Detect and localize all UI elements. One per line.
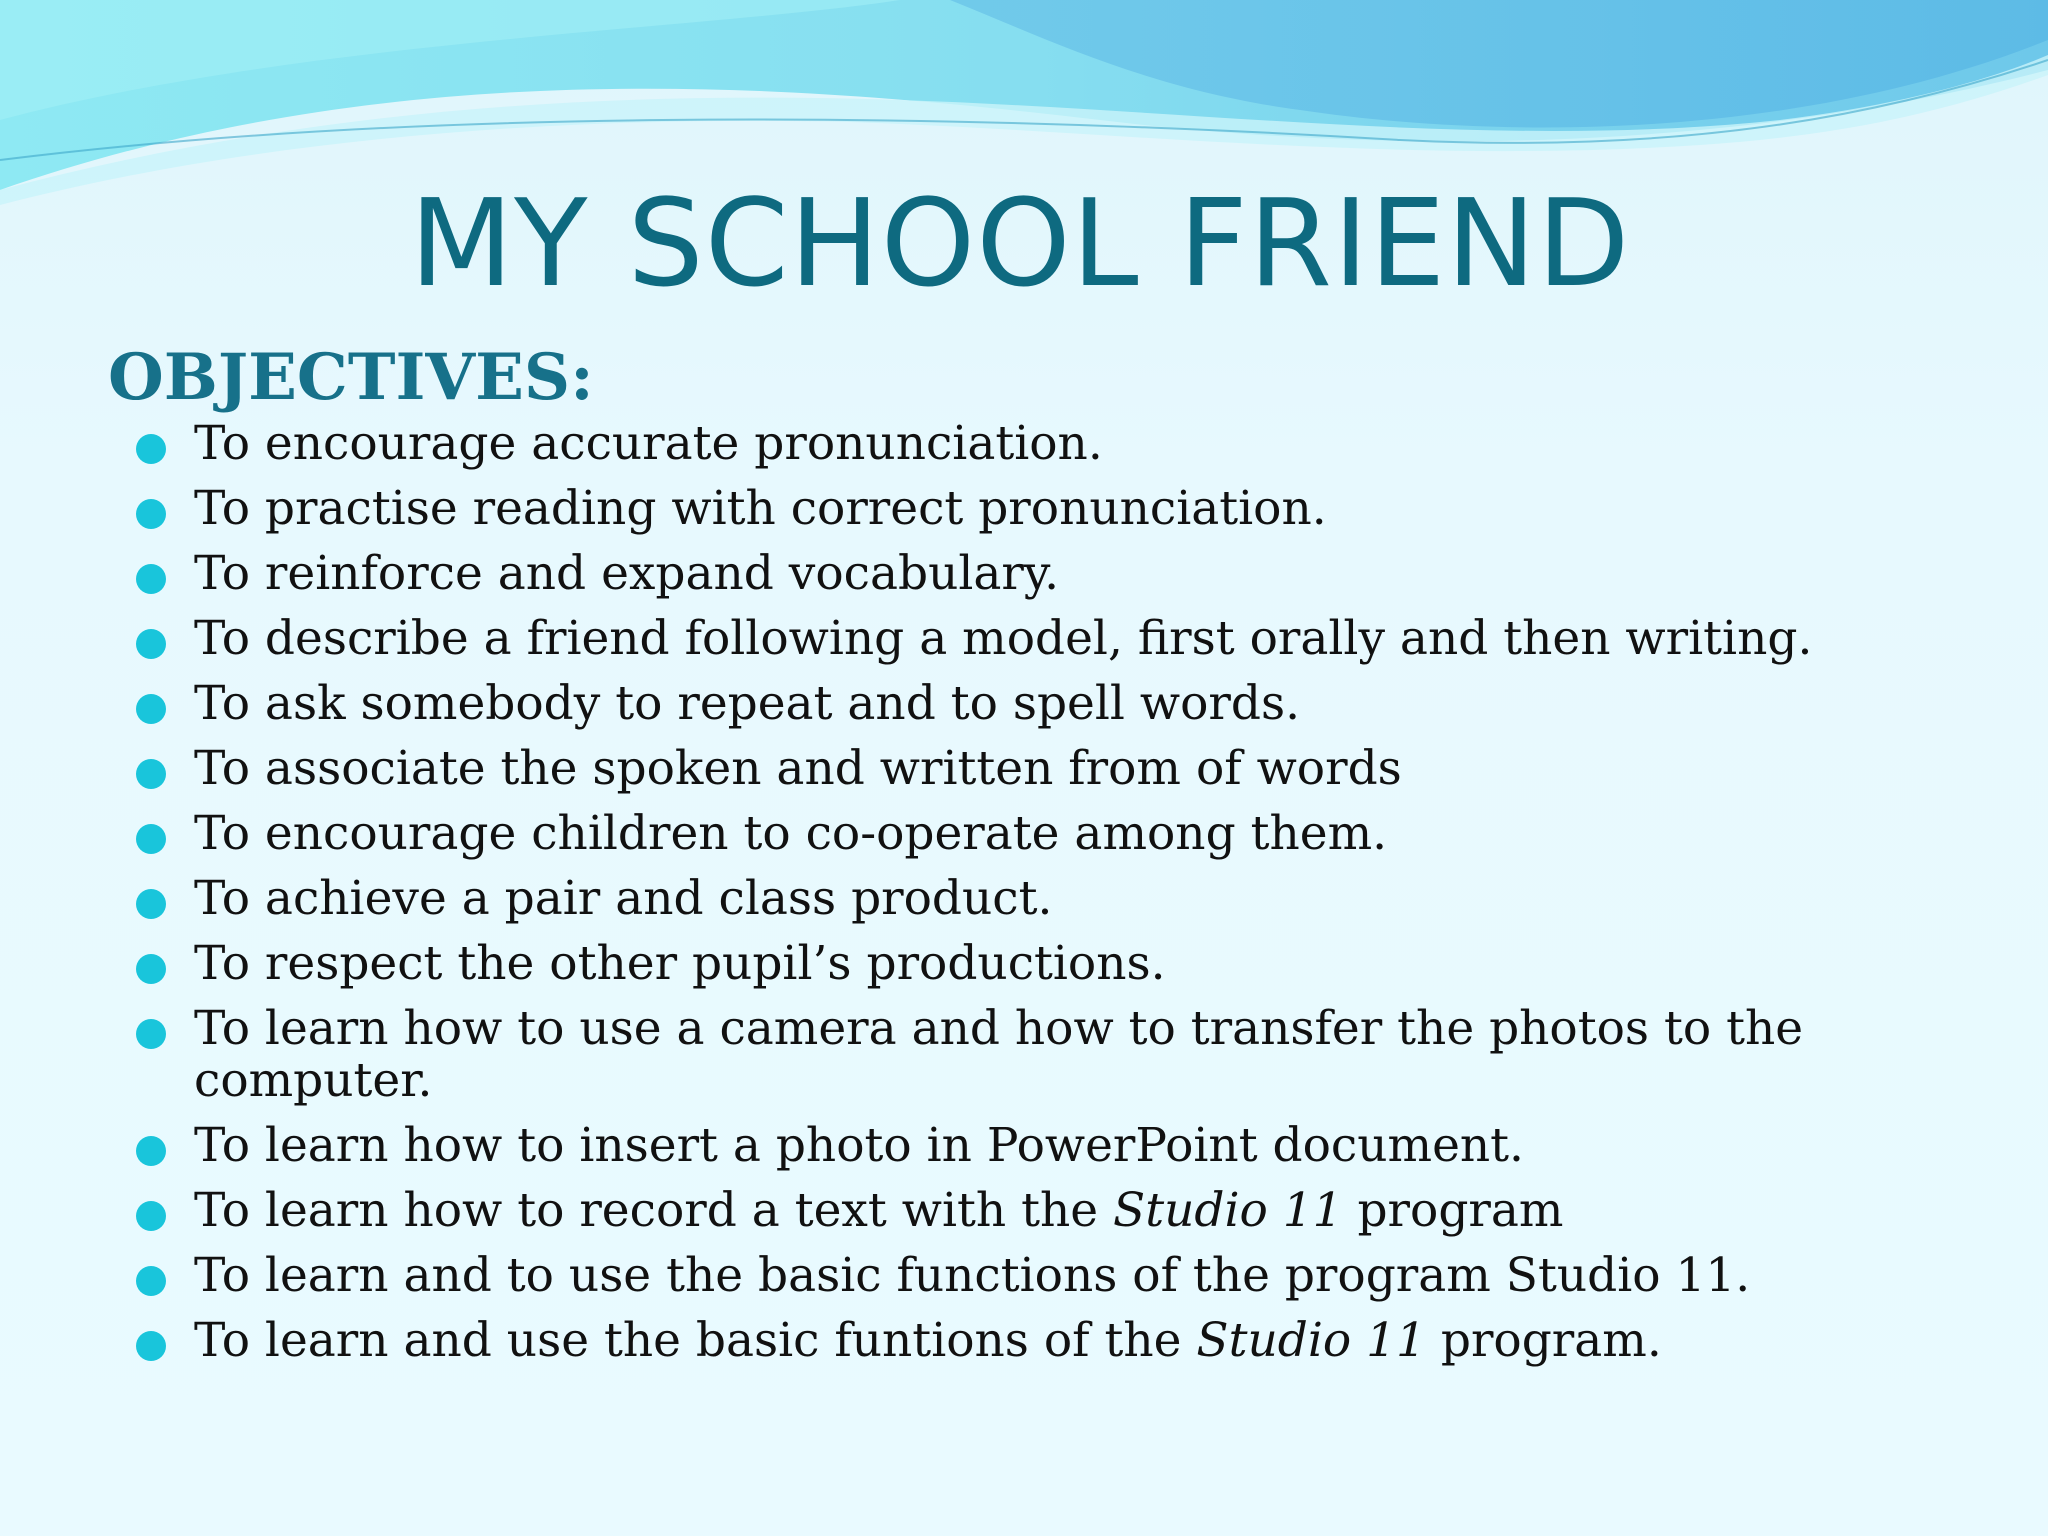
- objective-text-start: To learn how to record a text with the: [194, 1183, 1114, 1238]
- objectives-heading: OBJECTIVES:: [108, 340, 594, 415]
- objective-text: To reinforce and expand vocabulary.: [194, 546, 1060, 601]
- bullet-dot-icon: [136, 1266, 166, 1296]
- objective-item: [0, 1003, 2048, 1107]
- objective-item: [0, 678, 2048, 730]
- objective-item: [0, 808, 2048, 860]
- objective-item: [0, 873, 2048, 925]
- slide-title: MY SCHOOL FRIEND: [409, 175, 1631, 314]
- objective-item: [0, 1250, 2048, 1302]
- objective-text-end: program.: [1425, 1313, 1662, 1368]
- bullet-dot-icon: [136, 1019, 166, 1049]
- objective-item: [0, 483, 2048, 535]
- bullet-dot-icon: [136, 824, 166, 854]
- objective-text-end: program: [1342, 1183, 1564, 1238]
- objective-text: To learn how to insert a photo in PowerPoint document.: [194, 1118, 1524, 1173]
- objective-text: To respect the other pupil’s productions.: [194, 936, 1166, 991]
- objective-item: [0, 938, 2048, 990]
- objective-item: [0, 1315, 2048, 1367]
- bullet-dot-icon: [136, 759, 166, 789]
- objective-text: To practise reading with correct pronunciation.: [194, 481, 1327, 536]
- program-name-italic: Studio 11: [1196, 1313, 1426, 1368]
- bullet-dot-icon: [136, 499, 166, 529]
- bullet-dot-icon: [136, 889, 166, 919]
- objective-item: [0, 548, 2048, 600]
- bullet-dot-icon: [136, 1136, 166, 1166]
- objective-text-start: To learn and use the basic funtions of the: [194, 1313, 1197, 1368]
- objective-item: [0, 1120, 2048, 1172]
- bullet-dot-icon: [136, 629, 166, 659]
- objective-text: To encourage children to co-operate among them.: [194, 806, 1388, 861]
- objective-text: To encourage accurate pronunciation.: [194, 416, 1103, 471]
- objective-text: To describe a friend following a model, first orally and then writing.: [194, 611, 1813, 666]
- bullet-dot-icon: [136, 1331, 166, 1361]
- objective-text: To ask somebody to repeat and to spell words.: [194, 676, 1301, 731]
- bullet-dot-icon: [136, 694, 166, 724]
- bullet-dot-icon: [136, 954, 166, 984]
- objective-item: [0, 743, 2048, 795]
- program-name-italic: Studio 11: [1113, 1183, 1343, 1238]
- bullet-dot-icon: [136, 434, 166, 464]
- objective-text: To learn and to use the basic functions of the program Studio 11.: [194, 1248, 1751, 1303]
- objectives-list: [0, 418, 2048, 1380]
- objective-text: To achieve a pair and class product.: [194, 871, 1053, 926]
- objective-text: To learn how to use a camera and how to transfer the photos to the computer.: [194, 1001, 1804, 1108]
- bullet-dot-icon: [136, 1201, 166, 1231]
- objective-item: [0, 613, 2048, 665]
- objective-text: To associate the spoken and written from of words: [194, 741, 1402, 796]
- bullet-dot-icon: [136, 564, 166, 594]
- objective-item: [0, 418, 2048, 470]
- objective-item: [0, 1185, 2048, 1237]
